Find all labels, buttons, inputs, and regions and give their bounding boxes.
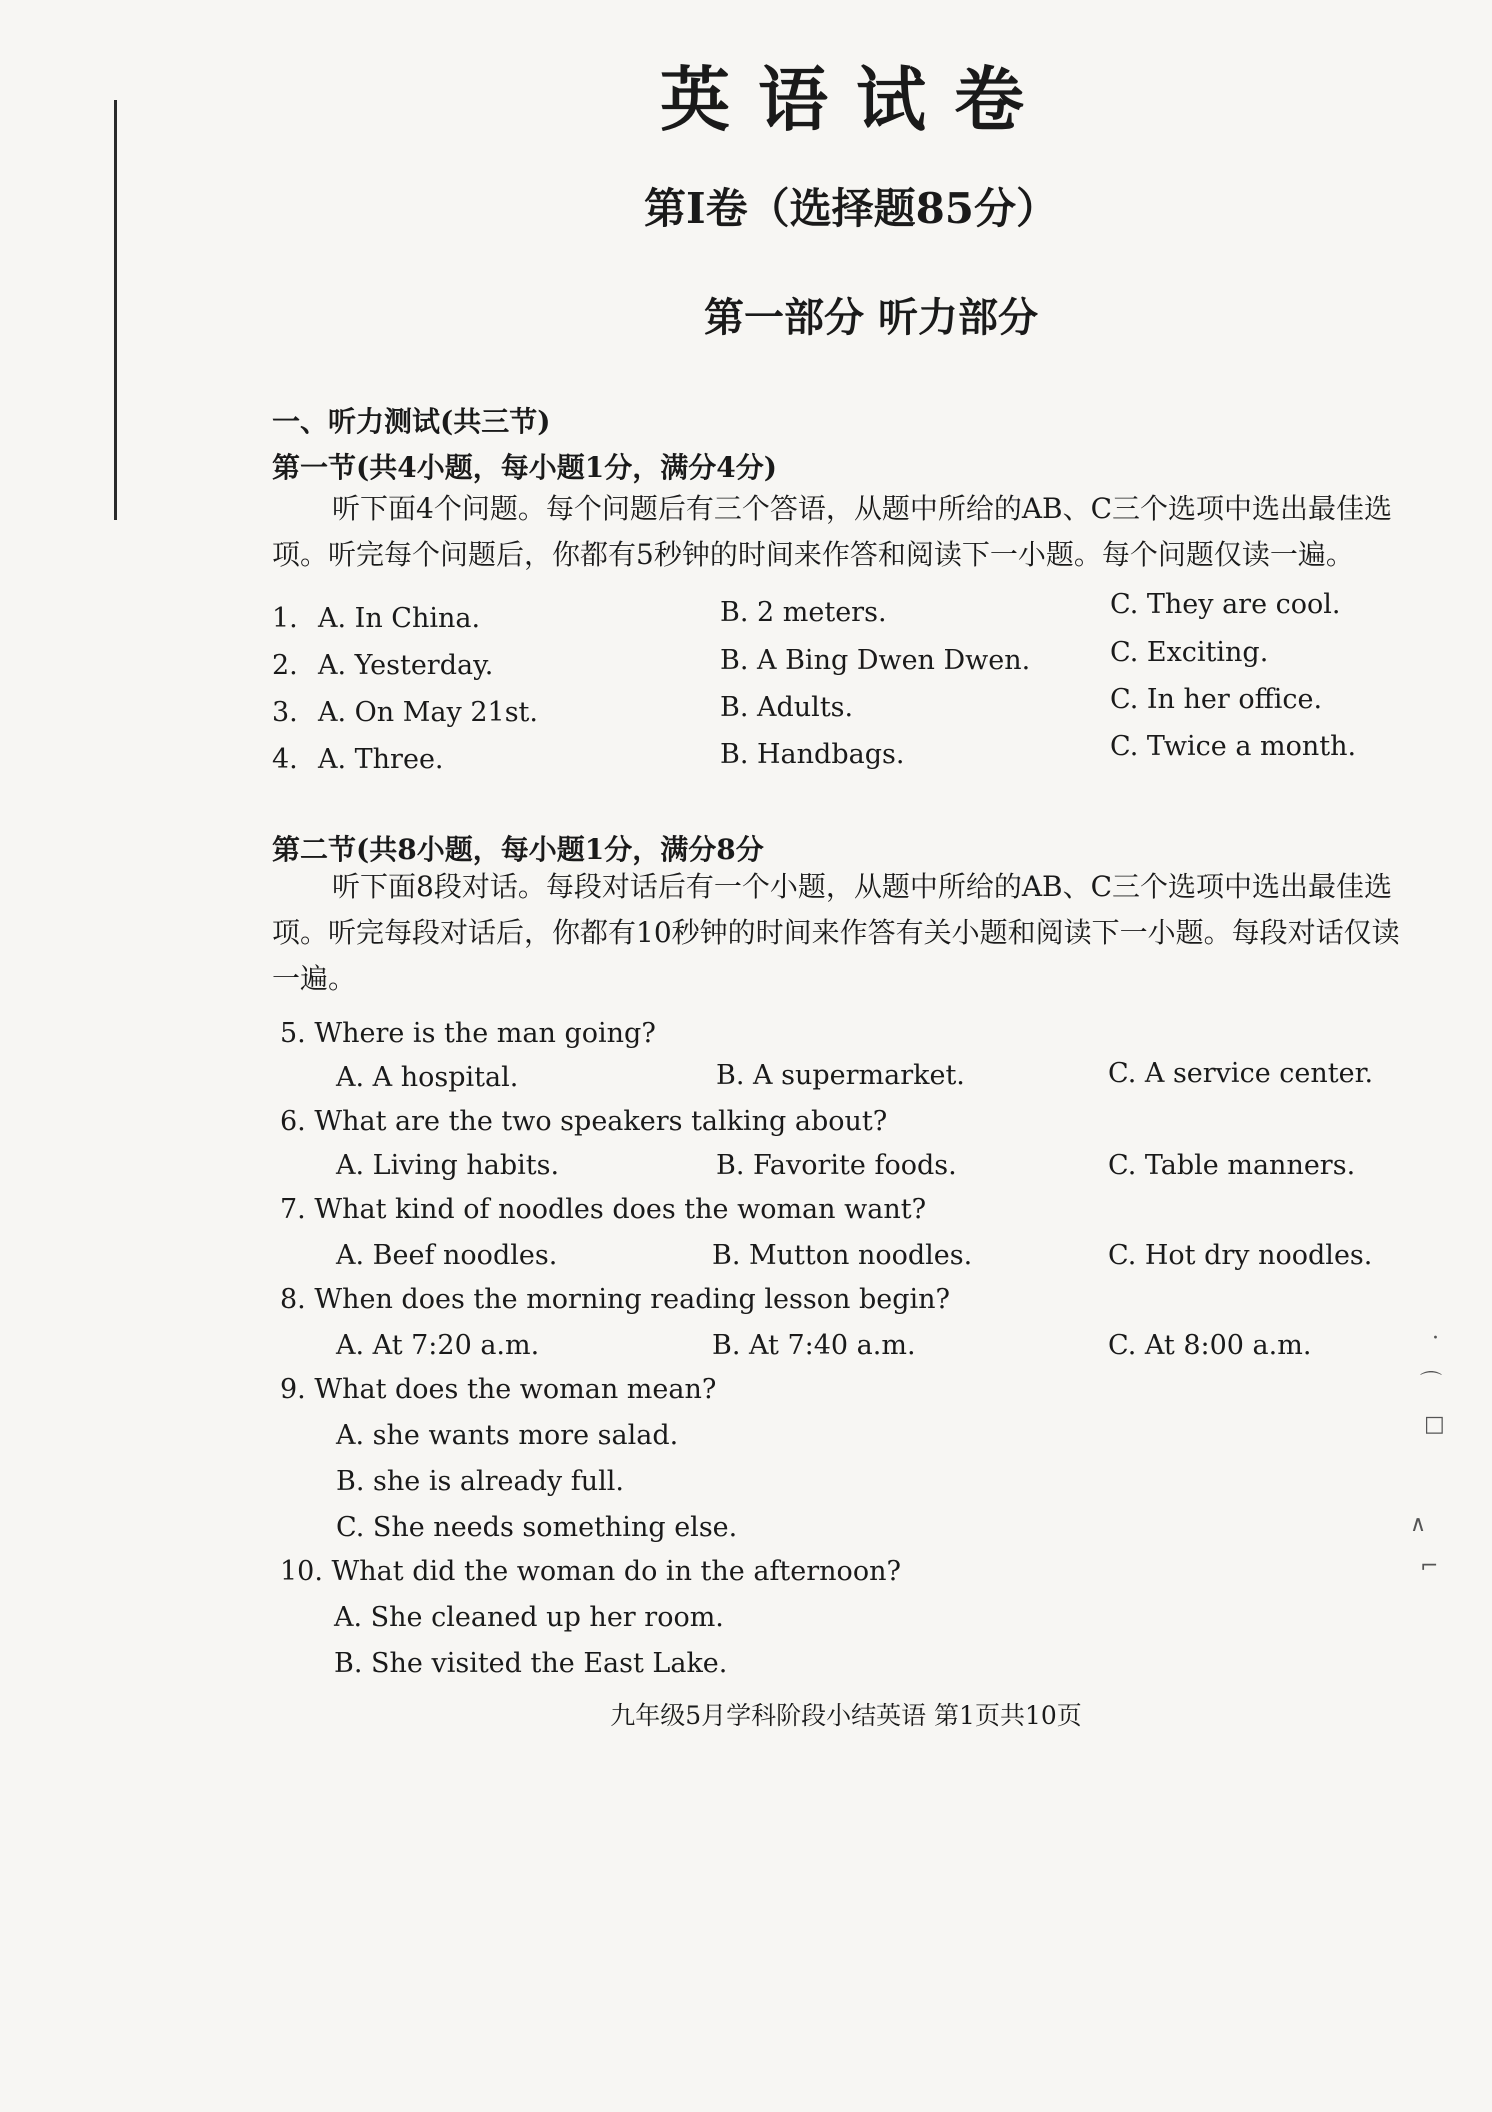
volume-subtitle: 第I卷（选择题85分） <box>643 184 1059 233</box>
q7-option-b: B. Mutton noodles. <box>712 1240 973 1271</box>
q10-option-a: A. She cleaned up her room. <box>334 1602 724 1633</box>
q8-option-a: A. At 7:20 a.m. <box>336 1330 540 1361</box>
q9-option-a: A. she wants more salad. <box>336 1420 679 1451</box>
margin-mark: ⌐ <box>1420 1554 1439 1579</box>
q3-option-a: A. On May 21st. <box>318 697 538 728</box>
section2-instruction-text: 听下面8段对话。每段对话后有一个小题，从题中所给的AB、C三个选项中选出最佳选项。听完每段对话后，你都有10秒钟的时间来作答有关小题和阅读下一小题。每段对话仅读一遍。 <box>272 870 1400 995</box>
page-footer: 九年级5月学科阶段小结英语 第1页共10页 <box>610 1701 1082 1730</box>
q2-option-c: C. Exciting. <box>1110 637 1269 668</box>
q6-option-b: B. Favorite foods. <box>716 1150 957 1181</box>
q9-text: 9. What does the woman mean? <box>280 1374 717 1405</box>
q5-text: 5. Where is the man going? <box>280 1018 656 1049</box>
q8-text: 8. When does the morning reading lesson begin? <box>280 1284 950 1315</box>
margin-mark: · <box>1432 1326 1439 1351</box>
q8-option-c: C. At 8:00 a.m. <box>1108 1330 1312 1361</box>
section2-instruction <box>272 864 1422 1002</box>
q6-text: 6. What are the two speakers talking about? <box>280 1106 888 1137</box>
q4-number: 4. <box>272 744 298 775</box>
q1-option-c: C. They are cool. <box>1110 589 1341 620</box>
section-main-heading: 一、听力测试(共三节) <box>272 405 551 438</box>
margin-mark: □ <box>1424 1412 1445 1437</box>
q10-text: 10. What did the woman do in the afternoon? <box>280 1556 901 1587</box>
margin-mark: ∧ <box>1410 1512 1427 1537</box>
q1-option-a: A. In China. <box>318 603 481 634</box>
q4-option-c: C. Twice a month. <box>1110 731 1357 762</box>
q7-option-a: A. Beef noodles. <box>336 1240 558 1271</box>
q5-option-a: A. A hospital. <box>336 1062 519 1093</box>
q9-option-c: C. She needs something else. <box>336 1512 738 1543</box>
margin-mark: ⌒ <box>1420 1371 1443 1396</box>
section1-heading: 第一节(共4小题，每小题1分，满分4分) <box>272 451 777 484</box>
q2-option-b: B. A Bing Dwen Dwen. <box>720 645 1031 676</box>
q9-option-b: B. she is already full. <box>336 1466 624 1497</box>
q4-option-b: B. Handbags. <box>720 739 905 770</box>
q1-number: 1. <box>272 603 298 634</box>
q5-option-b: B. A supermarket. <box>716 1060 965 1091</box>
section1-instruction-text: 听下面4个问题。每个问题后有三个答语，从题中所给的AB、C三个选项中选出最佳选项。听完每个问题后，你都有5秒钟的时间来作答和阅读下一小题。每个问题仅读一遍。 <box>272 492 1393 571</box>
q2-number: 2. <box>272 650 298 681</box>
section2-heading: 第二节(共8小题，每小题1分，满分8分 <box>272 833 764 866</box>
q5-option-c: C. A service center. <box>1108 1058 1374 1089</box>
q2-option-a: A. Yesterday. <box>318 650 494 681</box>
q3-number: 3. <box>272 697 298 728</box>
q4-option-a: A. Three. <box>318 744 444 775</box>
q10-option-b: B. She visited the East Lake. <box>334 1648 728 1679</box>
q7-option-c: C. Hot dry noodles. <box>1108 1240 1373 1271</box>
part-title: 第一部分 听力部分 <box>704 294 1038 341</box>
q7-text: 7. What kind of noodles does the woman want? <box>280 1194 927 1225</box>
q6-option-a: A. Living habits. <box>336 1150 560 1181</box>
q3-option-c: C. In her office. <box>1110 684 1323 715</box>
q8-option-b: B. At 7:40 a.m. <box>712 1330 916 1361</box>
q3-option-b: B. Adults. <box>720 692 854 723</box>
q6-option-c: C. Table manners. <box>1108 1150 1356 1181</box>
q1-option-b: B. 2 meters. <box>720 597 887 628</box>
section1-instruction <box>272 486 1422 578</box>
exam-title: 英语试卷 <box>660 58 1052 141</box>
